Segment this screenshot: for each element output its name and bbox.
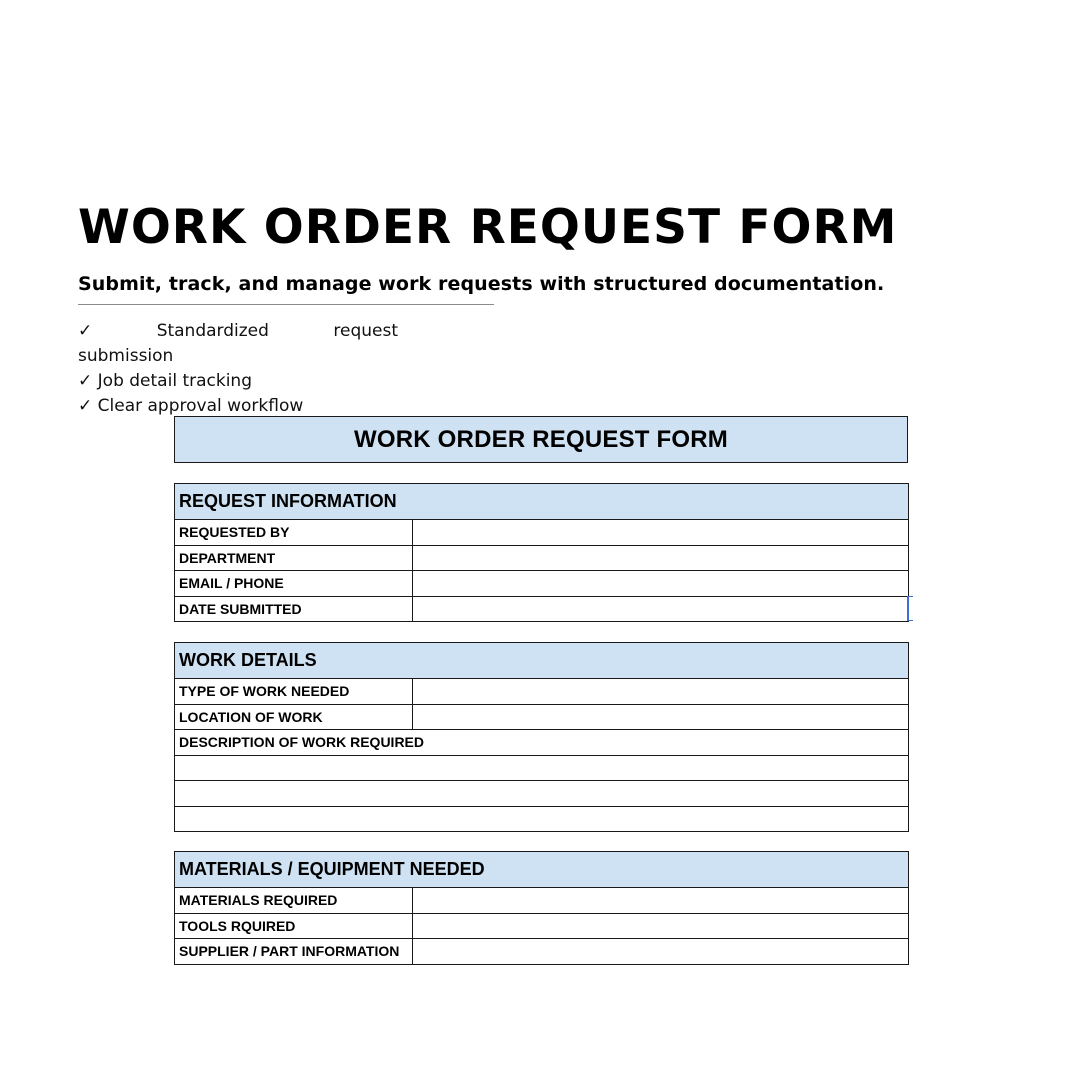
feature-item: ✓ Job detail tracking — [78, 371, 252, 391]
section-heading: MATERIALS / EQUIPMENT NEEDED — [175, 852, 909, 888]
divider — [78, 304, 494, 305]
field-label: EMAIL / PHONE — [175, 571, 413, 597]
field-label: SUPPLIER / PART INFORMATION — [175, 939, 413, 965]
feature-item — [78, 319, 398, 369]
type-of-work-input[interactable] — [413, 679, 909, 705]
field-label: DESCRIPTION OF WORK REQUIRED — [175, 730, 909, 756]
field-label: REQUESTED BY — [175, 520, 413, 546]
email-phone-input[interactable] — [413, 571, 909, 597]
field-label: TYPE OF WORK NEEDED — [175, 679, 413, 705]
description-line-input[interactable] — [175, 755, 909, 781]
description-line-input[interactable] — [175, 806, 909, 832]
feature-item: ✓ Clear approval workflow — [78, 396, 304, 416]
field-label: TOOLS RQUIRED — [175, 913, 413, 939]
work-details-section — [174, 642, 909, 832]
feature-word: Standardized — [156, 321, 269, 341]
tools-required-input[interactable] — [413, 913, 909, 939]
cell-selection-cursor — [907, 596, 913, 621]
page-subtitle: Submit, track, and manage work requests with structured documentation. — [78, 273, 885, 295]
page-title: WORK ORDER REQUEST FORM — [78, 200, 898, 255]
supplier-part-input[interactable] — [413, 939, 909, 965]
form-title: WORK ORDER REQUEST FORM — [354, 425, 728, 453]
feature-word: request — [333, 321, 398, 341]
request-information-section — [174, 483, 909, 622]
check-icon: ✓ — [78, 321, 93, 341]
feature-list — [78, 319, 398, 419]
requested-by-input[interactable] — [413, 520, 909, 546]
department-input[interactable] — [413, 545, 909, 571]
field-label: MATERIALS REQUIRED — [175, 888, 413, 914]
description-line-input[interactable] — [175, 781, 909, 807]
feature-word: submission — [78, 346, 174, 366]
materials-equipment-section — [174, 851, 909, 965]
section-heading: WORK DETAILS — [175, 643, 909, 679]
field-label: LOCATION OF WORK — [175, 704, 413, 730]
form-title-banner — [174, 416, 908, 463]
field-label: DEPARTMENT — [175, 545, 413, 571]
field-label: DATE SUBMITTED — [175, 596, 413, 622]
section-heading: REQUEST INFORMATION — [175, 484, 909, 520]
materials-required-input[interactable] — [413, 888, 909, 914]
date-submitted-input[interactable] — [413, 596, 909, 622]
location-of-work-input[interactable] — [413, 704, 909, 730]
